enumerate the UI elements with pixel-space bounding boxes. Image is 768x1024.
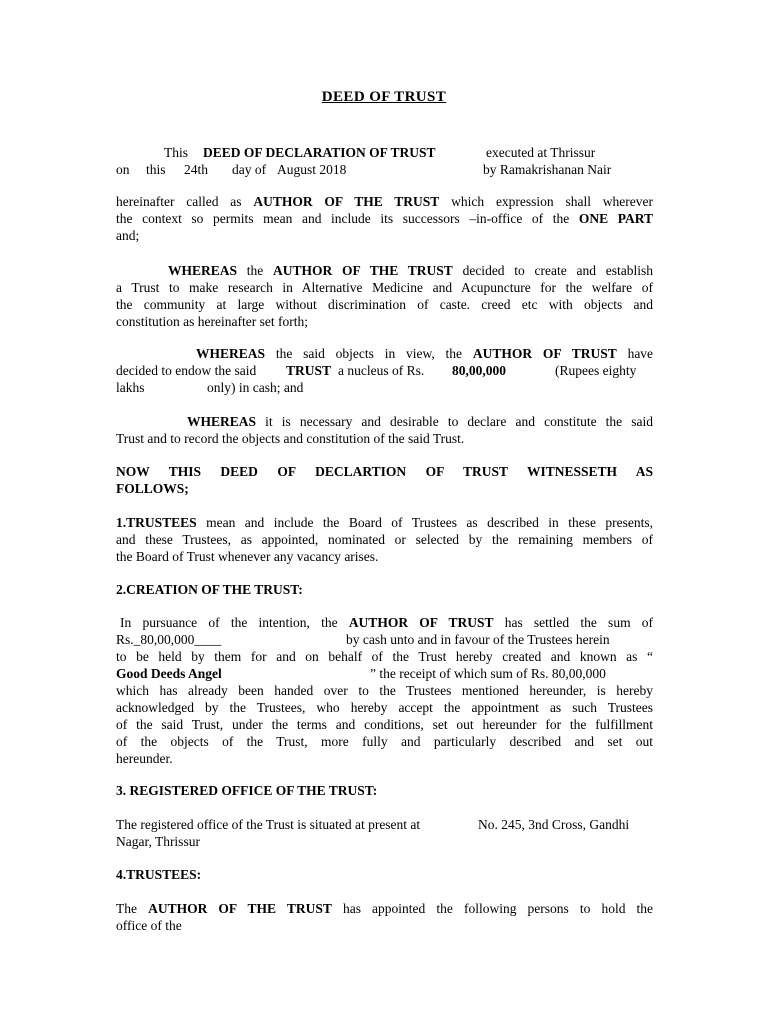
s1-text-2: and these Trustees, as appointed, nominated or selected by the remaining members of: [116, 532, 653, 547]
p1-and: and;: [116, 228, 140, 243]
p3-only: only) in cash; and: [207, 380, 304, 395]
s2-text-3: by cash unto and in favour of the Trustees herein: [346, 632, 610, 647]
s2-text-6: which has already been handed over to the Trustees mentioned hereunder, is hereby: [116, 683, 653, 698]
p1-text: hereinafter called as: [116, 194, 242, 209]
s4-author: AUTHOR OF THE TRUST: [148, 901, 332, 916]
p2-text-3: the community at large without discrimination of caste. creed etc with objects and: [116, 297, 653, 312]
paragraph-whereas-1: [116, 262, 653, 330]
s2-trust-name: Good Deeds Angel: [116, 666, 222, 681]
p2-text-2: a Trust to make research in Alternative Medicine and Acupuncture for the welfare of: [116, 280, 653, 295]
witnesseth-heading: [116, 463, 653, 497]
s2-line-6: [116, 699, 653, 716]
p1-text-2: which expression shall wherever: [451, 194, 654, 209]
document-title: DEED OF TRUST: [321, 89, 447, 105]
p3-text: the said objects in view, the: [275, 346, 463, 361]
p4-line-2: [116, 430, 653, 447]
intro-this: This: [164, 145, 189, 160]
p3-text-2: decided to endow the said: [116, 363, 257, 378]
intro-day-of: day of: [232, 162, 267, 177]
paragraph-whereas-3: [116, 413, 653, 447]
s4-line-1: [116, 900, 653, 917]
p1-one-part: ONE PART: [578, 211, 654, 226]
s2-text-10: hereunder.: [116, 751, 173, 766]
p1-text-3: the context so permits mean and include its successors –in-office of the: [116, 211, 570, 226]
s1-line-3: [116, 548, 653, 565]
p3-line-2: [116, 362, 653, 379]
p1-line-1: [116, 193, 653, 210]
s2-text-4: to be held by them for and on behalf of the Trust hereby created and known as “: [116, 649, 653, 664]
p3-whereas: WHEREAS: [196, 346, 266, 361]
s3-line-2: [116, 833, 653, 850]
p2-line-1: [168, 262, 653, 279]
p2-line-4: [116, 313, 653, 330]
s3-text: The registered office of the Trust is situated at present at: [116, 817, 421, 832]
witness-line-1: [116, 463, 653, 480]
s2-line-3: [116, 648, 653, 665]
s3-address-2: Nagar, Thrissur: [116, 834, 200, 849]
s2-text-9: of the objects of the Trust, more fully and particularly described and set out: [116, 734, 653, 749]
s3-address: No. 245, 3nd Cross, Gandhi: [478, 817, 630, 832]
s1-heading: 1.TRUSTEES: [116, 515, 197, 530]
s2-amount: Rs._80,00,000____: [116, 632, 222, 647]
s3-line-1: [116, 816, 653, 833]
intro-on: on: [116, 162, 130, 177]
p1-line-2: [116, 210, 653, 227]
p4-text-2: Trust and to record the objects and constitution of the said Trust.: [116, 431, 465, 446]
s2-line-5: [116, 682, 653, 699]
s1-text-3: the Board of Trust whenever any vacancy arises.: [116, 549, 379, 564]
intro-paragraph: [116, 144, 653, 178]
p3-trust: TRUST: [286, 363, 332, 378]
s1-line-2: [116, 531, 653, 548]
p2-the: the: [246, 263, 264, 278]
p2-author: AUTHOR OF THE TRUST: [273, 263, 453, 278]
intro-month-year: August 2018: [277, 162, 347, 177]
p3-rupees: (Rupees eighty: [555, 363, 637, 378]
intro-executed: executed at Thrissur: [486, 145, 596, 160]
p4-text: it is necessary and desirable to declare and constitute the said: [265, 414, 654, 429]
section-4-heading: 4.TRUSTEES:: [116, 867, 202, 882]
intro-line-1: [116, 144, 653, 161]
witness-line-2: [116, 480, 653, 497]
intro-day-num: 24th: [184, 162, 209, 177]
p2-text-4: constitution as hereinafter set forth;: [116, 314, 308, 329]
section-3-heading: 3. REGISTERED OFFICE OF THE TRUST:: [116, 783, 378, 798]
s2-text-2: has settled the sum of: [504, 615, 654, 630]
witness-text-2: FOLLOWS;: [116, 481, 189, 496]
s2-text-8: of the said Trust, under the terms and conditions, set out hereunder for the fulfillment: [116, 717, 653, 732]
paragraph-whereas-2: [116, 345, 653, 396]
p3-lakhs: lakhs: [116, 380, 145, 395]
paragraph-author: [116, 193, 653, 244]
p3-amount: 80,00,000: [452, 363, 506, 378]
s2-line-4: [116, 665, 653, 682]
section-3-body: [116, 816, 653, 850]
s2-text-7: acknowledged by the Trustees, who hereby accept the appointment as such Trustees: [116, 700, 653, 715]
s2-line-8: [116, 733, 653, 750]
s1-line-1: [116, 514, 653, 531]
p3-line-1: [196, 345, 653, 362]
s2-author: AUTHOR OF TRUST: [348, 615, 494, 630]
intro-deed-name: DEED OF DECLARATION OF TRUST: [203, 145, 436, 160]
p2-line-3: [116, 296, 653, 313]
s2-text: In pursuance of the intention, the: [120, 615, 338, 630]
s2-line-9: [116, 750, 653, 767]
section-2-body: [116, 614, 653, 767]
intro-by: by Ramakrishanan Nair: [483, 162, 612, 177]
p2-text: decided to create and establish: [462, 263, 653, 278]
s4-text-2: has appointed the following persons to hold the: [342, 901, 654, 916]
witness-text: NOW THIS DEED OF DECLARTION OF TRUST WITNESSETH AS: [116, 464, 653, 479]
p3-have: have: [627, 346, 654, 361]
s4-text: The: [116, 901, 137, 916]
p4-line-1: [187, 413, 653, 430]
s4-text-3: office of the: [116, 918, 182, 933]
intro-line-2: [116, 161, 653, 178]
section-2-heading: 2.CREATION OF THE TRUST:: [116, 582, 303, 597]
s1-text: mean and include the Board of Trustees as described in these presents,: [206, 515, 654, 530]
p3-nucleus: a nucleus of Rs.: [338, 363, 425, 378]
p4-whereas: WHEREAS: [187, 414, 257, 429]
p2-line-2: [116, 279, 653, 296]
s2-text-5: ” the receipt of which sum of Rs. 80,00,000: [370, 666, 606, 681]
p2-whereas: WHEREAS: [168, 263, 238, 278]
section-4-body: [116, 900, 653, 934]
s4-line-2: [116, 917, 653, 934]
s2-line-1: [120, 614, 653, 631]
s2-line-2: [116, 631, 653, 648]
p3-author: AUTHOR OF TRUST: [472, 346, 617, 361]
p1-line-3: [116, 227, 653, 244]
intro-this2: this: [146, 162, 166, 177]
p1-author: AUTHOR OF THE TRUST: [253, 194, 440, 209]
s2-line-7: [116, 716, 653, 733]
section-1-trustees: [116, 514, 653, 565]
p3-line-3: [116, 379, 653, 396]
